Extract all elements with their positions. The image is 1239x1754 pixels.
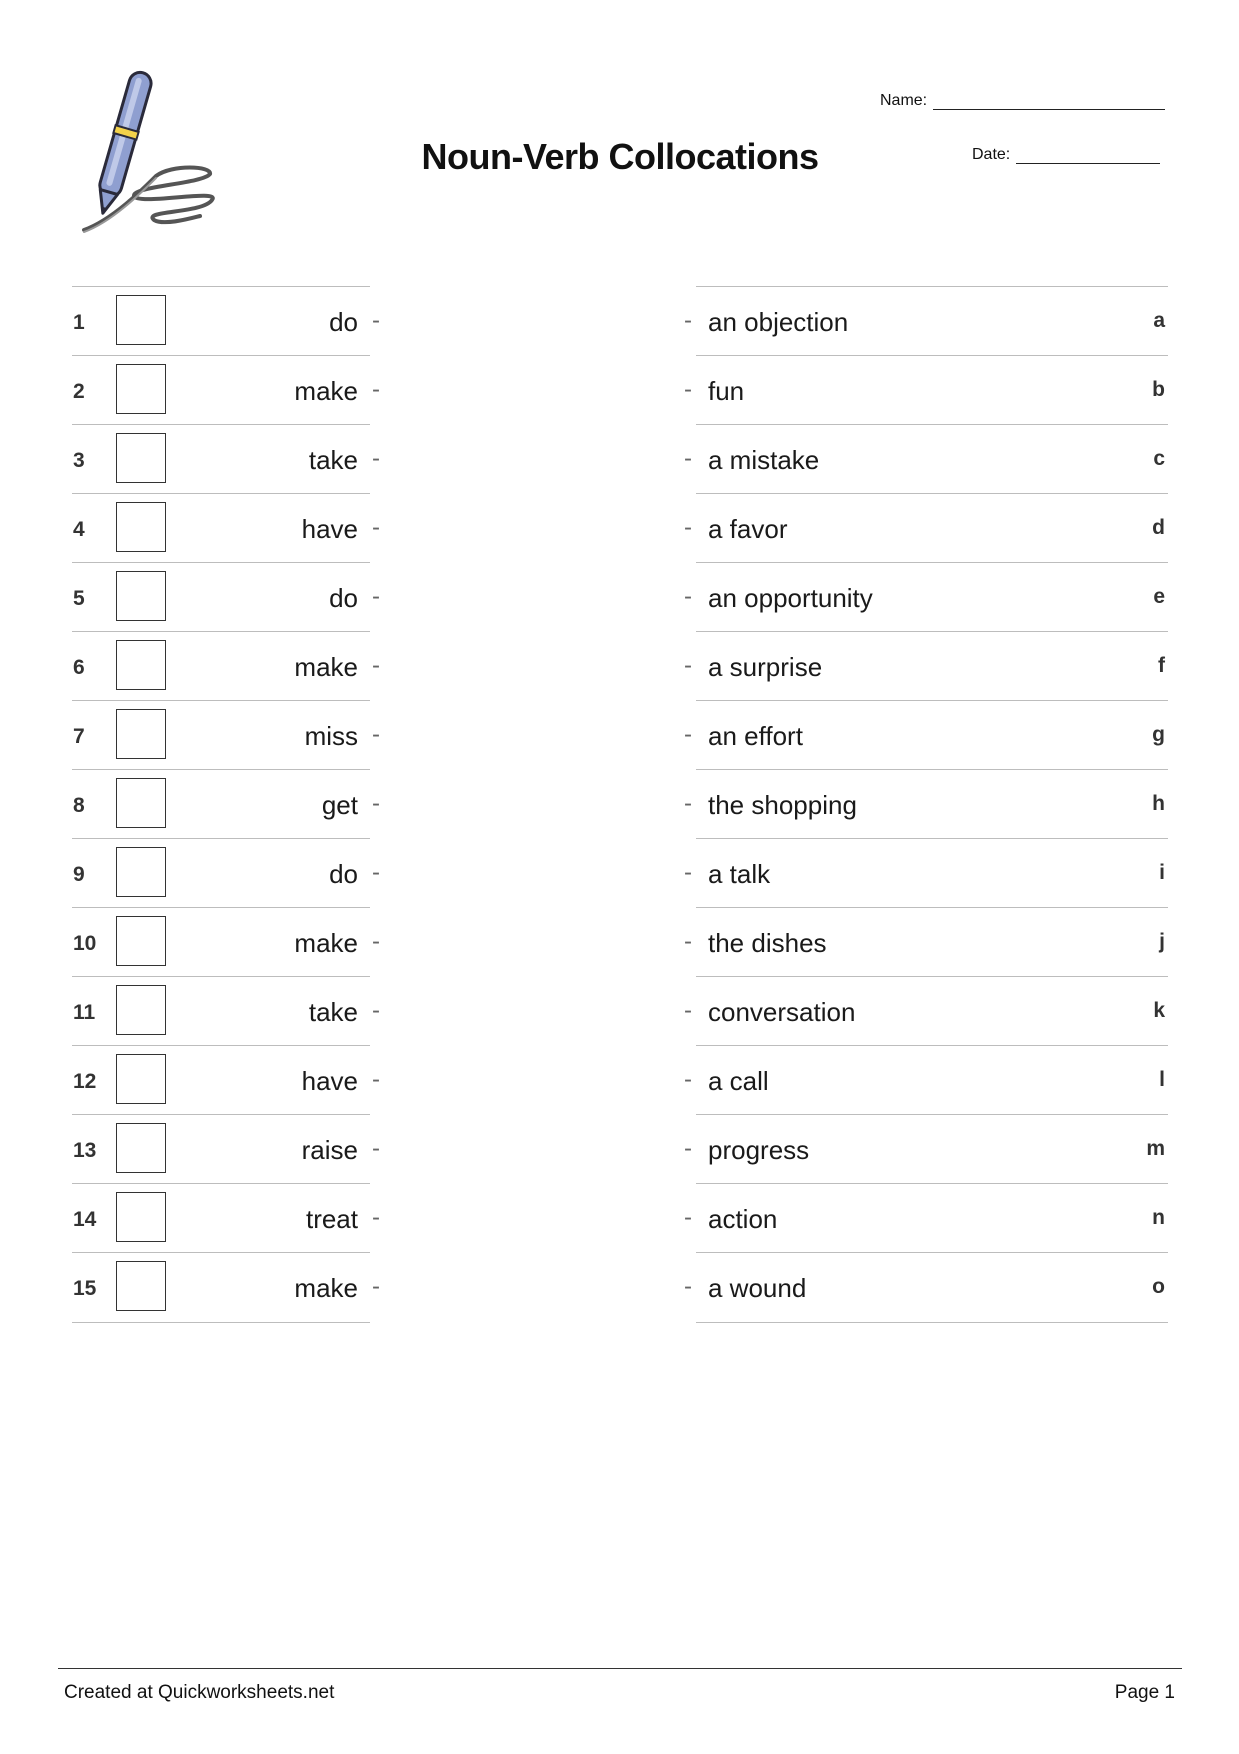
pen-signature-icon [72,70,222,240]
noun-text: a surprise [708,652,823,682]
noun-text: the dishes [708,928,827,958]
item-number: 13 [73,1139,97,1162]
noun-row [684,769,1168,839]
date-field [972,146,1160,164]
item-letter: c [1153,447,1165,470]
item-number: 5 [73,587,85,610]
connector-dash: - [684,790,692,817]
connector-dash: - [684,1204,692,1231]
item-number: 8 [73,794,85,817]
connector-dash: - [684,859,692,886]
connector-dash: - [684,652,692,679]
noun-text: the shopping [708,790,857,820]
verb-text: make [294,376,358,406]
verb-row [72,286,380,356]
connector-dash: - [684,307,692,334]
connector-dash: - [372,514,380,541]
verb-text: miss [304,721,358,751]
noun-row [684,1183,1168,1253]
noun-text: fun [708,376,745,406]
verb-text: raise [301,1135,358,1165]
item-number: 15 [73,1277,97,1300]
noun-row [684,838,1168,908]
connector-dash: - [372,1204,380,1231]
connector-dash: - [372,445,380,472]
connector-dash: - [684,376,692,403]
verb-row [72,1252,380,1323]
verb-row [72,562,380,632]
answer-box[interactable] [116,709,166,759]
footer-divider [58,1668,1182,1669]
answer-box[interactable] [116,571,166,621]
item-letter: d [1152,516,1165,539]
item-number: 14 [73,1208,97,1231]
item-number: 12 [73,1070,97,1093]
item-number: 3 [73,449,85,472]
connector-dash: - [372,859,380,886]
connector-dash: - [684,928,692,955]
noun-text: a favor [708,514,788,544]
name-field [880,92,1165,110]
answer-box[interactable] [116,433,166,483]
item-number: 4 [73,518,85,541]
noun-text: a wound [708,1273,807,1303]
item-letter: l [1159,1068,1165,1091]
answer-box[interactable] [116,1261,166,1311]
item-number: 7 [73,725,85,748]
noun-row [684,976,1168,1046]
connector-dash: - [372,1066,380,1093]
name-input-line[interactable] [933,95,1165,110]
connector-dash: - [684,514,692,541]
verb-text: make [294,928,358,958]
noun-row [684,286,1168,356]
noun-row [684,562,1168,632]
item-letter: h [1152,792,1165,815]
item-number: 1 [73,311,85,334]
noun-text: action [708,1204,778,1234]
verb-row [72,907,380,977]
connector-dash: - [684,583,692,610]
connector-dash: - [684,1135,692,1162]
answer-box[interactable] [116,1192,166,1242]
noun-row [684,424,1168,494]
item-letter: f [1158,654,1165,677]
item-letter: k [1153,999,1165,1022]
answer-box[interactable] [116,295,166,345]
noun-row [684,907,1168,977]
verb-row [72,838,380,908]
connector-dash: - [372,928,380,955]
item-letter: i [1159,861,1165,884]
verb-row [72,976,380,1046]
date-label: Date: [972,146,1011,163]
noun-row [684,1252,1168,1323]
answer-box[interactable] [116,1054,166,1104]
verb-row [72,1045,380,1115]
item-letter: j [1159,930,1165,953]
verb-text: have [301,1066,358,1096]
item-number: 10 [73,932,97,955]
verb-row [72,493,380,563]
verb-row [72,355,380,425]
verb-text: take [308,445,358,475]
verb-text: get [321,790,358,820]
connector-dash: - [372,997,380,1024]
connector-dash: - [372,1273,380,1300]
verb-row [72,769,380,839]
verb-row [72,631,380,701]
item-letter: e [1153,585,1165,608]
connector-dash: - [684,445,692,472]
verb-row [72,1183,380,1253]
noun-row [684,700,1168,770]
verb-text: make [294,652,358,682]
verb-text: make [294,1273,358,1303]
name-label: Name: [880,92,928,109]
item-letter: m [1146,1137,1165,1160]
noun-text: an objection [708,307,849,337]
noun-text: a mistake [708,445,820,475]
noun-text: progress [708,1135,810,1165]
answer-box[interactable] [116,502,166,552]
connector-dash: - [684,1066,692,1093]
noun-text: a call [708,1066,769,1096]
answer-box[interactable] [116,847,166,897]
verb-text: do [329,307,358,337]
noun-text: an opportunity [708,583,873,613]
connector-dash: - [372,307,380,334]
noun-text: a talk [708,859,771,889]
verb-text: do [329,583,358,613]
connector-dash: - [372,1135,380,1162]
footer-credit: Created at Quickworksheets.net [64,1682,335,1703]
connector-dash: - [372,790,380,817]
verb-row [72,700,380,770]
connector-dash: - [684,997,692,1024]
item-letter: a [1153,309,1165,332]
answer-box[interactable] [116,916,166,966]
item-letter: n [1152,1206,1165,1229]
answer-box[interactable] [116,1123,166,1173]
verb-text: do [329,859,358,889]
item-number: 9 [73,863,85,886]
verb-text: have [301,514,358,544]
noun-row [684,1045,1168,1115]
item-number: 6 [73,656,85,679]
verb-text: take [308,997,358,1027]
answer-box[interactable] [116,364,166,414]
item-letter: g [1152,723,1165,746]
answer-box[interactable] [116,640,166,690]
answer-box[interactable] [116,778,166,828]
footer-page-number: Page 1 [1114,1682,1175,1703]
answer-box[interactable] [116,985,166,1035]
noun-text: conversation [708,997,856,1027]
item-letter: o [1152,1275,1165,1298]
noun-row [684,493,1168,563]
noun-row [684,631,1168,701]
page-title: Noun-Verb Collocations [421,136,819,177]
verb-row [72,424,380,494]
connector-dash: - [684,721,692,748]
noun-row [684,1114,1168,1184]
item-number: 2 [73,380,85,403]
item-letter: b [1152,378,1165,401]
noun-row [684,355,1168,425]
verb-row [72,1114,380,1184]
connector-dash: - [372,583,380,610]
connector-dash: - [684,1273,692,1300]
item-number: 11 [73,1001,96,1024]
connector-dash: - [372,376,380,403]
connector-dash: - [372,721,380,748]
noun-text: an effort [708,721,803,751]
connector-dash: - [372,652,380,679]
date-input-line[interactable] [1016,149,1160,164]
verb-text: treat [305,1204,358,1234]
